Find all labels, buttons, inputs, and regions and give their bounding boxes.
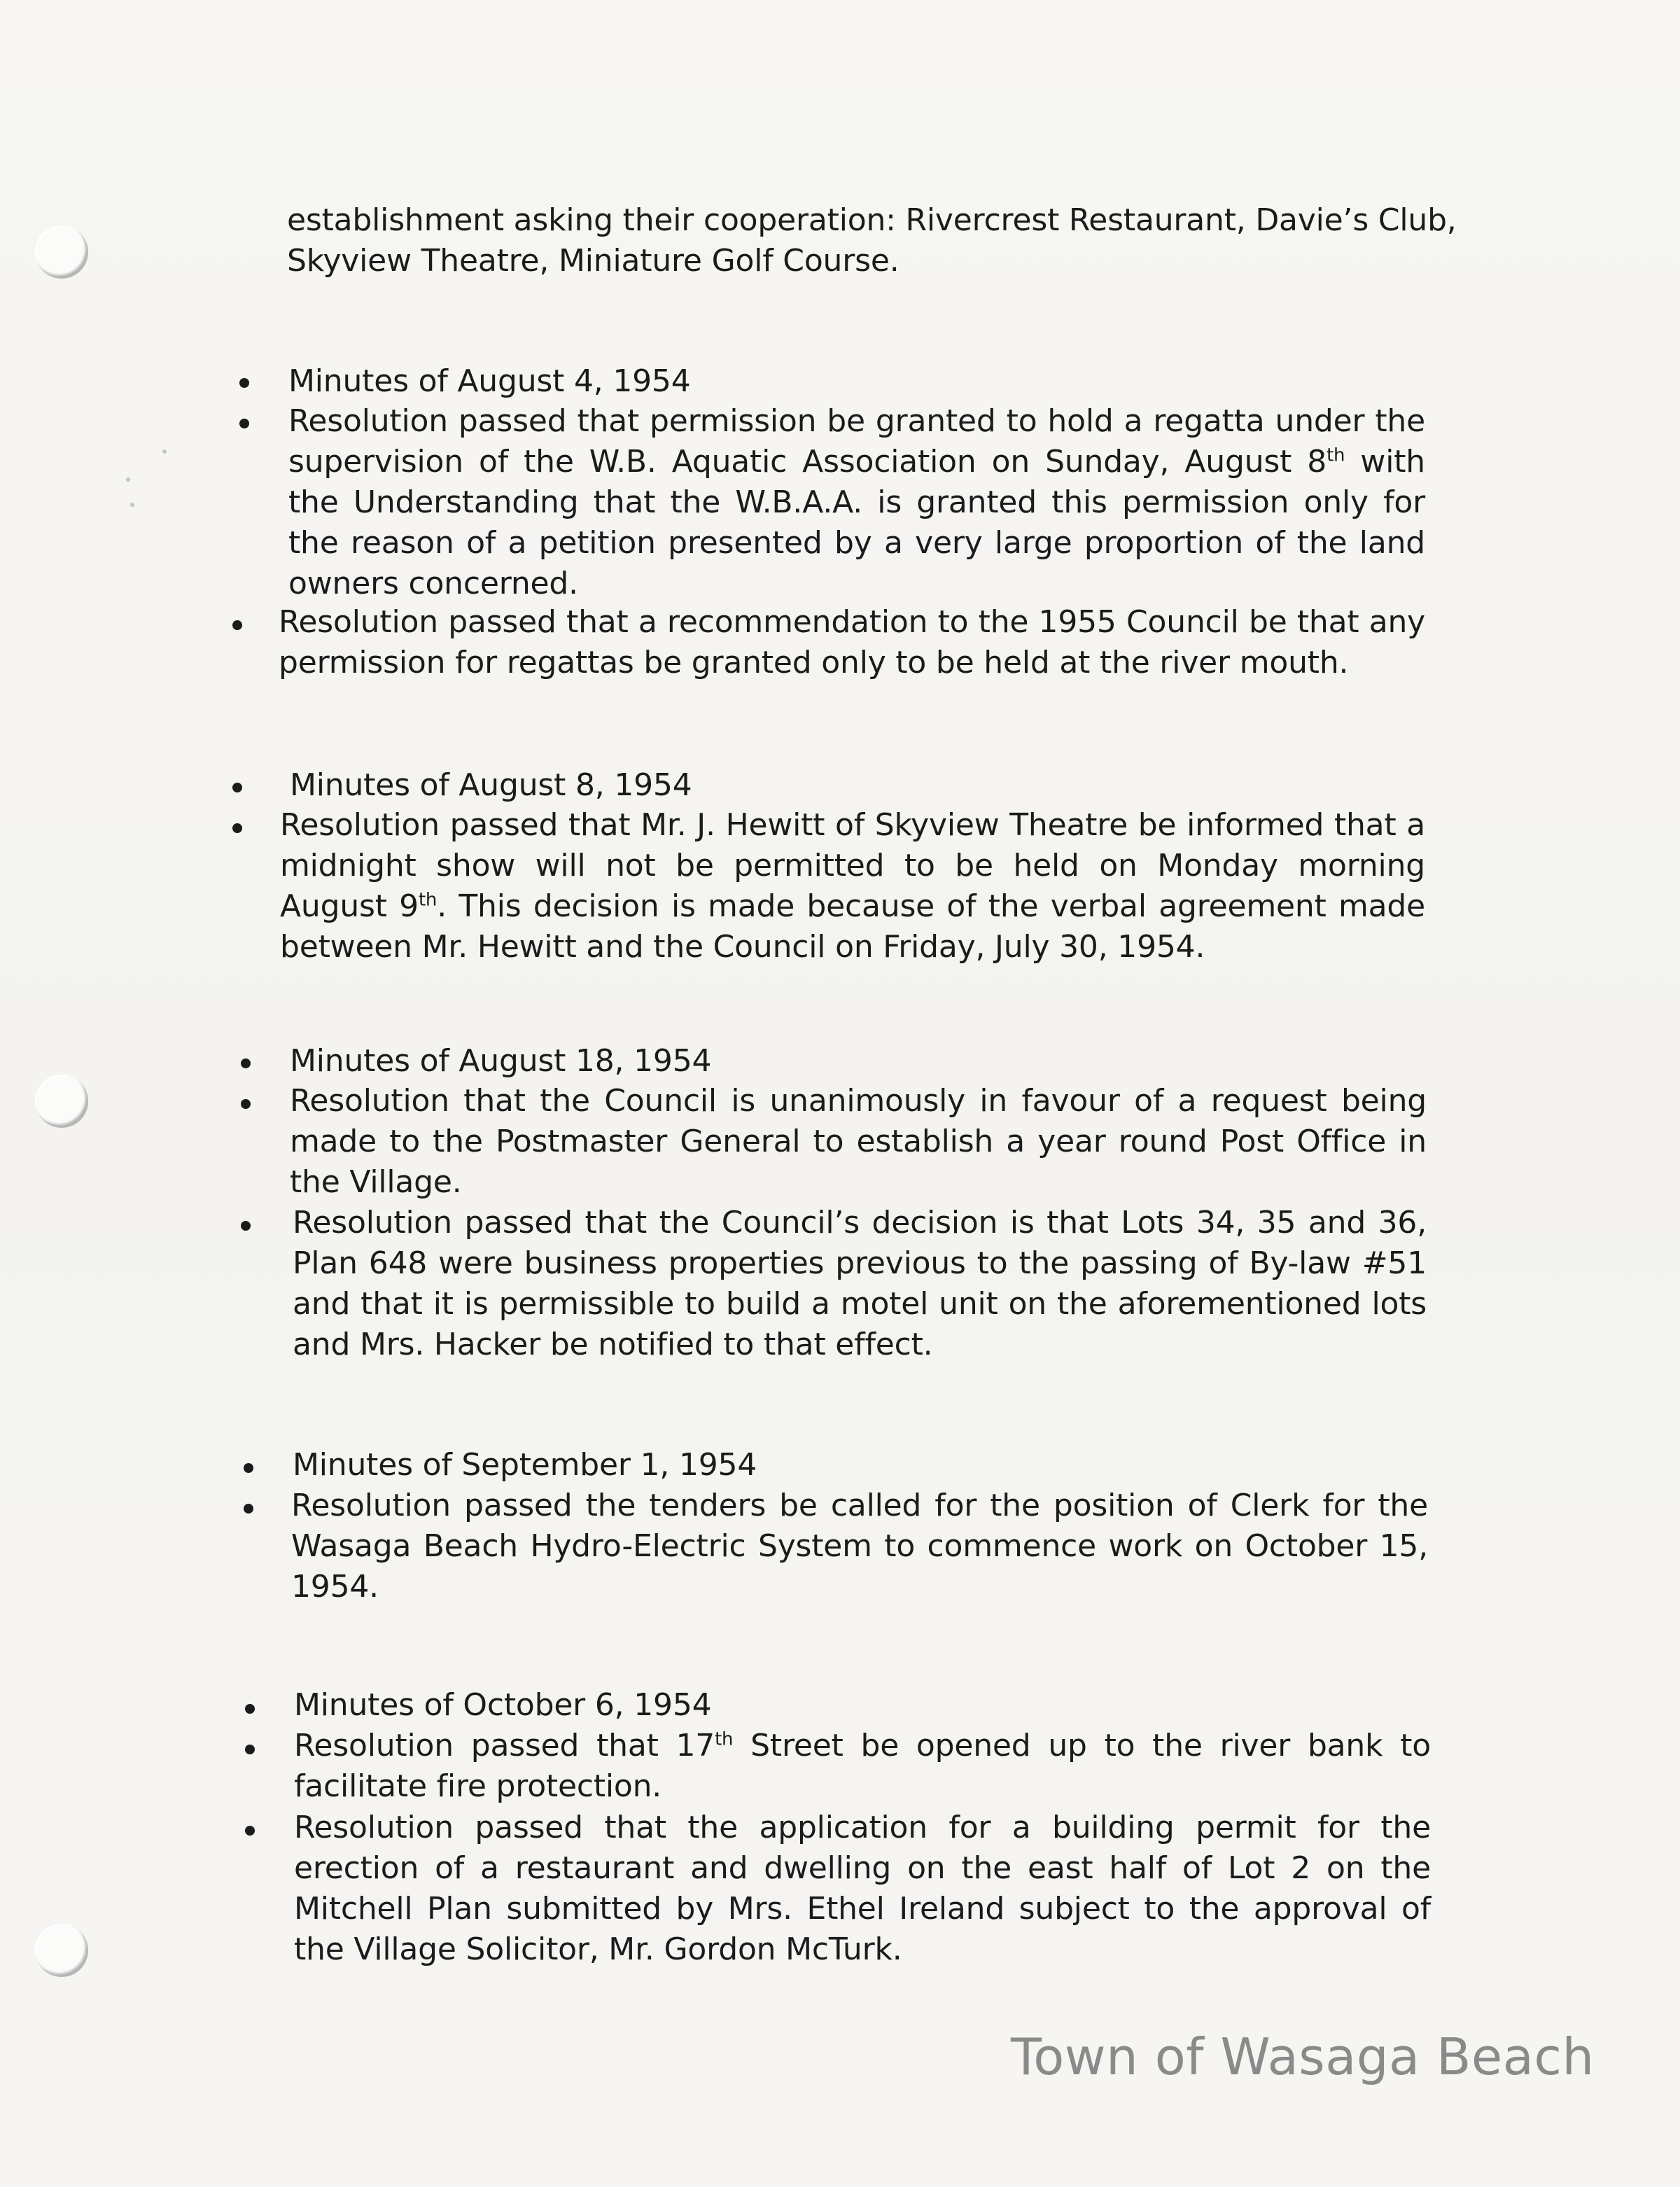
section-heading-aug-18: Minutes of August 18, 1954	[290, 1043, 712, 1079]
bullet	[239, 419, 249, 428]
bullet	[241, 1058, 251, 1068]
section-heading-aug-4: Minutes of August 4, 1954	[288, 363, 691, 399]
bullet	[232, 620, 242, 630]
resolution-regatta-river-mouth: Resolution passed that a recommendation to the 1955 Council be that any permission for regattas be granted only to be held at the river mouth.	[279, 604, 1425, 680]
bullet	[239, 378, 249, 388]
bullet	[232, 783, 242, 792]
scan-speck	[126, 477, 130, 482]
bullet	[244, 1504, 253, 1514]
punch-hole-bottom	[35, 1924, 88, 1977]
intro-line-1: establishment asking their cooperation: Rivercrest Restaurant, Davie’s Club,	[287, 202, 1457, 238]
bullet	[245, 1704, 255, 1714]
bullet	[245, 1745, 255, 1754]
bullet	[241, 1221, 251, 1231]
resolution-clerk-tenders: Resolution passed the tenders be called for the position of Clerk for the Wasaga Beach Hydro-Electric System to commence work on October 15, 1954.	[291, 1488, 1428, 1605]
bullet	[232, 823, 242, 833]
resolution-building-permit: Resolution passed that the application for a building permit for the erection of a restaurant and dwelling on the east half of Lot 2 on the Mitchell Plan submitted by Mrs. Ethel Ireland subject to the approval of the Village Solicitor, Mr. Gordon McTurk.	[294, 1810, 1431, 1967]
resolution-17th-street: Resolution passed that 17th Street be opened up to the river bank to facilitate fire protection.	[294, 1728, 1431, 1804]
resolution-regatta-permission: Resolution passed that permission be granted to hold a regatta under the supervision of the W.B. Aquatic Association on Sunday, August 8th with the Understanding that the W.B.A.A. is granted this permission only for the reason of a petition presented by a very large proportion of the land owners concerned.	[288, 403, 1425, 601]
resolution-motel-lots: Resolution passed that the Council’s decision is that Lots 34, 35 and 36, Plan 648 were business properties previous to the passing of By-law #51 and that it is permissible to build a motel unit on the aforementioned lots and Mrs. Hacker be notified to that effect.	[293, 1205, 1427, 1362]
punch-hole-middle	[35, 1075, 88, 1128]
punch-hole-top	[35, 225, 88, 279]
watermark-town-of-wasaga-beach: Town of Wasaga Beach	[1011, 2027, 1595, 2086]
section-heading-sep-1: Minutes of September 1, 1954	[293, 1447, 757, 1483]
resolution-post-office: Resolution that the Council is unanimously in favour of a request being made to the Postmaster General to establish a year round Post Office in the Village.	[290, 1083, 1427, 1200]
bullet	[244, 1463, 253, 1473]
section-heading-oct-6: Minutes of October 6, 1954	[294, 1687, 712, 1723]
bullet	[241, 1099, 251, 1109]
section-heading-aug-8: Minutes of August 8, 1954	[290, 767, 692, 803]
intro-line-2: Skyview Theatre, Miniature Golf Course.	[287, 243, 899, 279]
bullet	[245, 1826, 255, 1836]
scan-speck	[130, 503, 134, 507]
resolution-midnight-show: Resolution passed that Mr. J. Hewitt of Skyview Theatre be informed that a midnight show will not be permitted to be held on Monday morning August 9th. This decision is made because of the verbal agreement made between Mr. Hewitt and the Council on Friday, July 30, 1954.	[280, 807, 1425, 965]
scan-speck	[162, 449, 167, 454]
